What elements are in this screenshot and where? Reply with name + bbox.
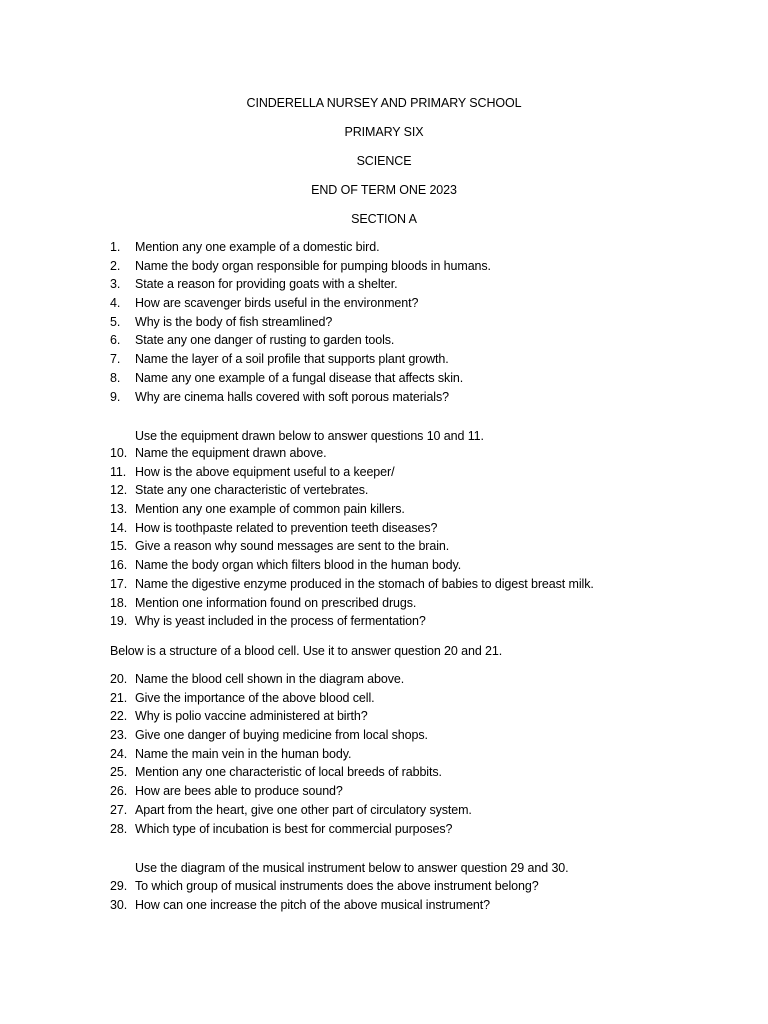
question-list-1 bbox=[110, 238, 730, 406]
question-item: 11. How is the above equipment useful to a keeper/ bbox=[110, 464, 395, 479]
question-item: 25. Mention any one characteristic of local breeds of rabbits. bbox=[110, 765, 442, 780]
instruction-note: Use the equipment drawn below to answer questions 10 and 11. bbox=[135, 429, 484, 443]
question-list-2 bbox=[110, 444, 730, 631]
question-item: 7. Name the layer of a soil profile that supports plant growth. bbox=[110, 352, 449, 367]
question-item: 19. Why is yeast included in the process of fermentation? bbox=[110, 614, 426, 629]
question-item: 4. How are scavenger birds useful in the environment? bbox=[110, 296, 419, 311]
class-title: PRIMARY SIX bbox=[344, 125, 424, 139]
instruction-note: Below is a structure of a blood cell. Use it to answer question 20 and 21. bbox=[110, 644, 503, 658]
question-item: 30. How can one increase the pitch of the above musical instrument? bbox=[110, 897, 491, 912]
question-item: 5. Why is the body of fish streamlined? bbox=[110, 314, 333, 329]
question-item: 13. Mention any one example of common pain killers. bbox=[110, 502, 405, 517]
question-list-4 bbox=[110, 877, 730, 914]
question-item: 26. How are bees able to produce sound? bbox=[110, 784, 343, 799]
instruction-note: Use the diagram of the musical instrument below to answer question 29 and 30. bbox=[135, 861, 569, 875]
question-item: 2. Name the body organ responsible for pumping bloods in humans. bbox=[110, 258, 491, 273]
question-item: 18. Mention one information found on prescribed drugs. bbox=[110, 595, 417, 610]
subject-title: SCIENCE bbox=[356, 154, 412, 168]
question-list-3 bbox=[110, 670, 730, 838]
exam-title: END OF TERM ONE 2023 bbox=[311, 183, 457, 197]
question-item: 20. Name the blood cell shown in the diagram above. bbox=[110, 672, 405, 686]
question-item: 12. State any one characteristic of vertebrates. bbox=[110, 483, 369, 498]
question-item: 10. Name the equipment drawn above. bbox=[110, 446, 327, 460]
question-item: 1. Mention any one example of a domestic bird. bbox=[110, 240, 380, 254]
question-item: 29. To which group of musical instruments does the above instrument belong? bbox=[110, 879, 539, 893]
question-item: 21. Give the importance of the above blood cell. bbox=[110, 690, 375, 705]
question-item: 22. Why is polio vaccine administered at birth? bbox=[110, 709, 368, 724]
question-item: 17. Name the digestive enzyme produced in the stomach of babies to digest breast milk. bbox=[110, 576, 594, 591]
question-item: 23. Give one danger of buying medicine from local shops. bbox=[110, 728, 428, 743]
question-item: 15. Give a reason why sound messages are sent to the brain. bbox=[110, 539, 450, 554]
school-name: CINDERELLA NURSEY AND PRIMARY SCHOOL bbox=[246, 96, 522, 110]
question-item: 24. Name the main vein in the human body. bbox=[110, 746, 352, 761]
question-item: 16. Name the body organ which filters blood in the human body. bbox=[110, 558, 462, 573]
question-item: 6. State any one danger of rusting to garden tools. bbox=[110, 333, 395, 348]
question-item: 27. Apart from the heart, give one other part of circulatory system. bbox=[110, 802, 472, 817]
section-title: SECTION A bbox=[351, 212, 417, 226]
question-item: 8. Name any one example of a fungal disease that affects skin. bbox=[110, 370, 464, 385]
question-item: 28. Which type of incubation is best for commercial purposes? bbox=[110, 821, 453, 836]
question-item: 3. State a reason for providing goats with a shelter. bbox=[110, 277, 398, 292]
question-item: 14. How is toothpaste related to prevention teeth diseases? bbox=[110, 520, 438, 535]
question-item: 9. Why are cinema halls covered with soft porous materials? bbox=[110, 389, 449, 404]
